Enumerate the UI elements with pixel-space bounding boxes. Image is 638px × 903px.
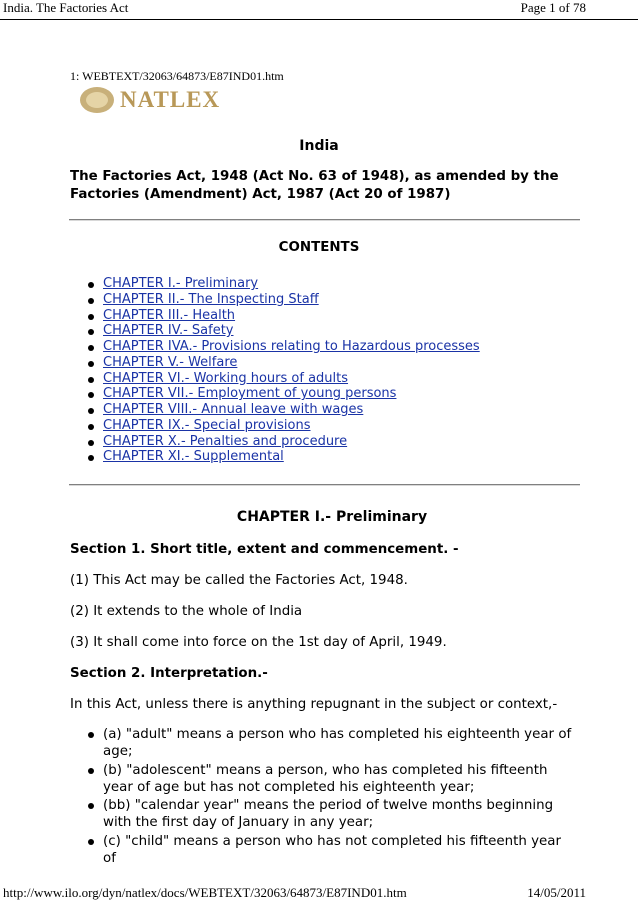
- toc-link[interactable]: CHAPTER X.- Penalties and procedure: [103, 433, 348, 449]
- act-title: The Factories Act, 1948 (Act No. 63 of 1948), as amended by the Factories (Amendment) Act, 1987 (Act 20 of 1987): [70, 169, 559, 202]
- toc-item: [82, 355, 480, 371]
- toc-link[interactable]: CHAPTER IX.- Special provisions: [103, 417, 311, 433]
- paragraph: (1) This Act may be called the Factories Act, 1948.: [70, 573, 408, 588]
- print-footer-date: 14/05/2011: [527, 885, 586, 900]
- toc-item: [82, 418, 480, 434]
- toc-link[interactable]: CHAPTER VI.- Working hours of adults: [103, 370, 349, 386]
- header-divider: [0, 19, 638, 20]
- toc-item: [82, 276, 480, 292]
- definitions-list: [82, 726, 572, 868]
- toc-item: [82, 308, 480, 324]
- toc-item: [82, 386, 480, 402]
- section-heading: Section 1. Short title, extent and commencement. -: [70, 542, 459, 557]
- toc-link[interactable]: CHAPTER I.- Preliminary: [103, 276, 259, 291]
- logo-text: NATLEX: [120, 87, 221, 112]
- toc-link[interactable]: CHAPTER II.- The Inspecting Staff: [103, 291, 319, 307]
- toc-link[interactable]: CHAPTER III.- Health: [103, 307, 236, 323]
- table-of-contents: [82, 276, 480, 465]
- toc-item: [82, 449, 480, 465]
- toc-link[interactable]: CHAPTER XI.- Supplemental: [103, 449, 284, 465]
- toc-item: [82, 323, 480, 339]
- definition-item: (bb) "calendar year" means the period of twelve months beginning with the first day of January in any year;: [82, 797, 572, 832]
- divider: [69, 484, 580, 486]
- paragraph: (2) It extends to the whole of India: [70, 604, 303, 619]
- divider: [69, 219, 580, 221]
- definition-item: (c) "child" means a person who has not completed his fifteenth year of: [82, 833, 572, 868]
- toc-link[interactable]: CHAPTER VIII.- Annual leave with wages: [103, 402, 364, 417]
- toc-link[interactable]: CHAPTER IVA.- Provisions relating to Hazardous processes: [103, 339, 480, 354]
- section-heading: Section 2. Interpretation.-: [70, 666, 268, 681]
- toc-item: [82, 402, 480, 418]
- country-title: India: [299, 138, 339, 154]
- source-path: 1: WEBTEXT/32063/64873/E87IND01.htm: [70, 69, 284, 83]
- toc-item: [82, 371, 480, 387]
- print-header-title: India. The Factories Act: [3, 0, 129, 15]
- paragraph: (3) It shall come into force on the 1st day of April, 1949.: [70, 635, 447, 650]
- definition-item: (a) "adult" means a person who has completed his eighteenth year of age;: [82, 726, 572, 761]
- toc-item: [82, 292, 480, 308]
- natlex-logo[interactable]: [80, 87, 221, 113]
- toc-link[interactable]: CHAPTER VII.- Employment of young persons: [103, 386, 397, 402]
- toc-link[interactable]: CHAPTER IV.- Safety: [103, 323, 234, 339]
- toc-item: [82, 339, 480, 355]
- ilo-emblem-icon: [80, 87, 114, 113]
- paragraph: In this Act, unless there is anything repugnant in the subject or context,-: [70, 697, 558, 712]
- toc-link[interactable]: CHAPTER V.- Welfare: [103, 354, 238, 370]
- chapter-heading: CHAPTER I.- Preliminary: [236, 509, 428, 525]
- print-footer-url: http://www.ilo.org/dyn/natlex/docs/WEBTEXT/32063/64873/E87IND01.htm: [3, 885, 407, 900]
- contents-heading: CONTENTS: [278, 240, 360, 255]
- print-header-page: Page 1 of 78: [520, 0, 586, 15]
- definition-item: (b) "adolescent" means a person, who has completed his fifteenth year of age but has not completed his eighteenth year;: [82, 762, 572, 797]
- toc-item: [82, 434, 480, 450]
